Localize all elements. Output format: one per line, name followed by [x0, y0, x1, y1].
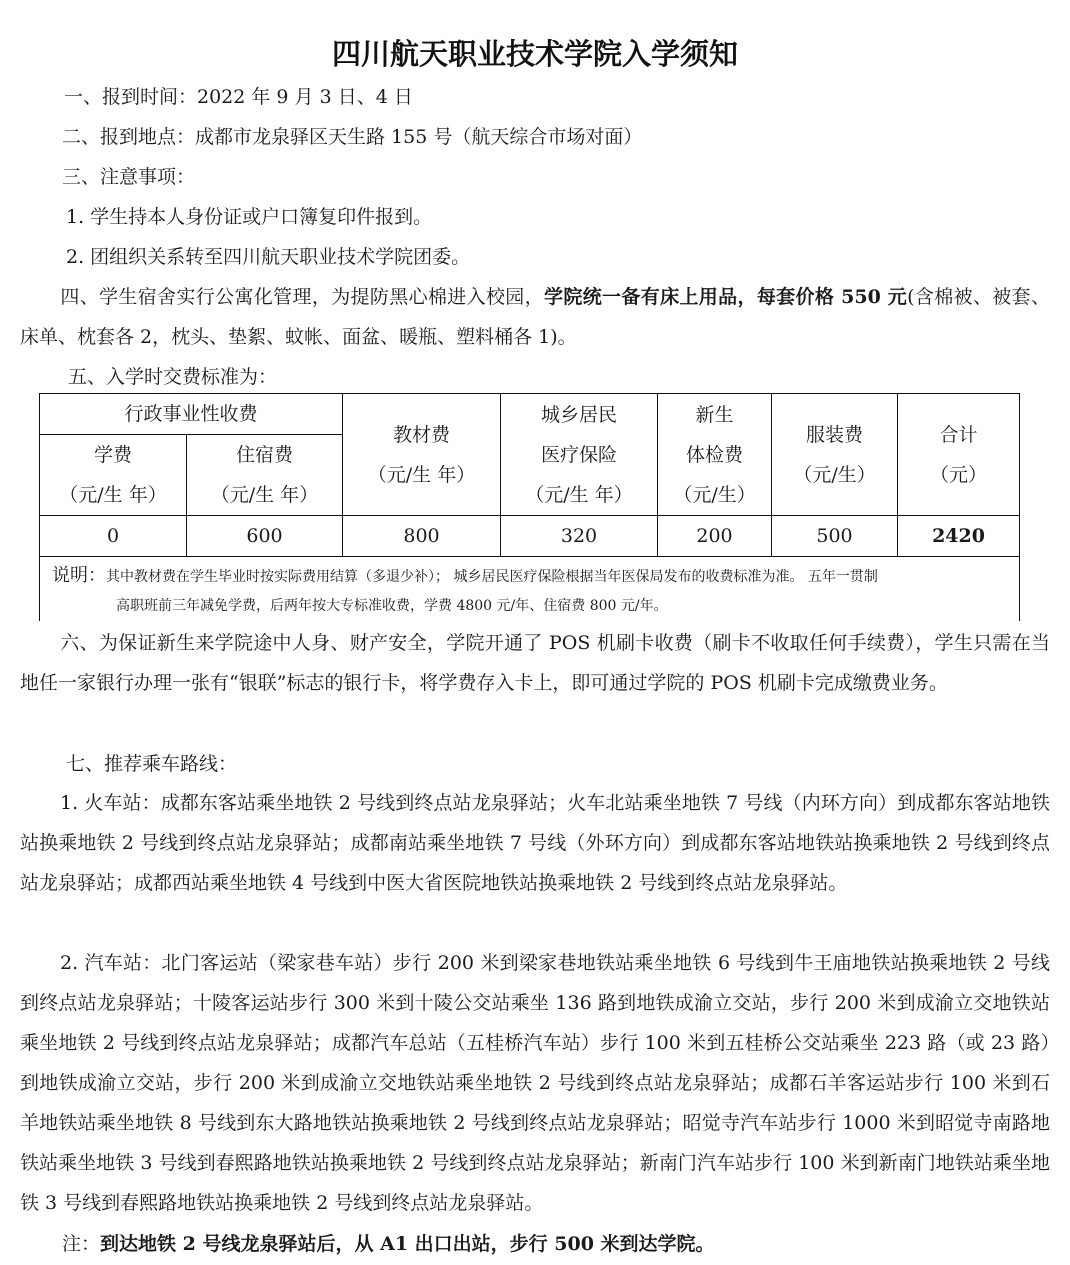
value-total: 2420: [898, 516, 1020, 557]
notes-item: 2. 团组织关系转至四川航天职业技术学院团委。: [66, 246, 471, 268]
arrival-note-text: 到达地铁 2 号线龙泉驿站后，从 A1 出口出站，步行 500 米到达学院。: [100, 1233, 715, 1255]
pos-payment-text: 六、为保证新生来学院途中人身、财产安全，学院开通了 POS 机刷卡收费（刷卡不收取任何手续费），学生只需在当地任一家银行办理一张有“银联”标志的银行卡，将学费存入卡上，即可通过学院的 POS 机刷卡完成缴费业务。: [20, 632, 1050, 694]
route-train-text: 1. 火车站：成都东客站乘坐地铁 2 号线到终点站龙泉驿站；火车北站乘坐地铁 7 号线（内环方向）到成都东客站地铁站换乘地铁 2 号线到终点站龙泉驿站；成都南站乘坐地铁 7 号线（外环方向）到成都东客站地铁站换乘地铁 2 号线到终点站龙泉驿站；成都西站乘坐地铁 4 号线到中医大省医院地铁站换乘地铁 2 号线到终点站龙泉驿站。: [20, 792, 1050, 894]
arrival-note-label: 注：: [62, 1233, 101, 1255]
value-tuition: 0: [40, 516, 187, 557]
column-header-accommodation: 住宿费 （元/生 年）: [187, 435, 343, 516]
note-label: 说明：: [52, 565, 106, 586]
route-bus: [20, 943, 1050, 1223]
value-textbook: 800: [343, 516, 501, 557]
group-header-admin-fees: 行政事业性收费: [40, 394, 343, 435]
dormitory-text: 四、学生宿舍实行公寓化管理，为提防黑心棉进入校园，: [60, 286, 545, 308]
dormitory-bold-text: 学院统一备有床上用品，每套价格 550 元: [544, 286, 908, 308]
fee-table: [39, 393, 1020, 621]
column-header-total: 合计 （元）: [898, 394, 1020, 516]
section-routes-heading: 七、推荐乘车路线：: [66, 753, 238, 775]
value-health-check: 200: [658, 516, 772, 557]
value-uniform: 500: [772, 516, 898, 557]
section-fees-heading: 五、入学时交费标准为：: [68, 366, 278, 388]
route-train: [20, 783, 1050, 903]
section-notes-heading: 三、注意事项：: [62, 166, 196, 188]
table-note: [40, 557, 1020, 622]
section-registration-time: 一、报到时间：2022 年 9 月 3 日、4 日: [64, 86, 413, 108]
route-bus-text: 2. 汽车站：北门客运站（梁家巷车站）步行 200 米到梁家巷地铁站乘坐地铁 6 号线到牛王庙地铁站换乘地铁 2 号线到终点站龙泉驿站；十陵客运站步行 300 米到十陵公交站乘坐 136 路到地铁成渝立交站，步行 200 米到成渝立交地铁站乘坐地铁 2 号线到终点站龙泉驿站；成都汽车总站（五桂桥汽车站）步行 100 米到五桂桥公交站乘坐 223 路（或 23 路）到地铁成渝立交站，步行 200 米到成渝立交地铁站乘坐地铁 2 号线到终点站龙泉驿站；成都石羊客运站步行 100 米到石羊地铁站乘坐地铁 8 号线到东大路地铁站换乘地铁 2 号线到终点站龙泉驿站；昭觉寺汽车站步行 1000 米到昭觉寺南路地铁站乘坐地铁 3 号线到春熙路地铁站换乘地铁 2 号线到终点站龙泉驿站；新南门汽车站步行 100 米到新南门地铁站乘坐地铁 3 号线到春熙路地铁站换乘地铁 2 号线到终点站龙泉驿站。: [20, 952, 1050, 1214]
table-row-values: [40, 516, 1020, 557]
value-medical-insurance: 320: [501, 516, 658, 557]
document-title: 四川航天职业技术学院入学须知: [331, 37, 738, 71]
arrival-note: [62, 1232, 715, 1256]
section-registration-location: 二、报到地点：成都市龙泉驿区天生路 155 号（航天综合市场对面）: [62, 126, 643, 148]
value-accommodation: 600: [187, 516, 343, 557]
section-dormitory: [20, 277, 1050, 357]
note-line-2: 高职班前三年减免学费，后两年按大专标准收费，学费 4800 元/年、住宿费 800 元/年。: [116, 598, 668, 614]
section-pos-payment: [20, 623, 1050, 703]
column-header-uniform: 服装费 （元/生）: [772, 394, 898, 516]
note-line-1: 其中教材费在学生毕业时按实际费用结算（多退少补）； 城乡居民医疗保险根据当年医保局发布的收费标准为准。 五年一贯制: [106, 569, 878, 585]
notes-item: 1. 学生持本人身份证或户口簿复印件报到。: [66, 206, 433, 228]
column-header-tuition: 学费 （元/生 年）: [40, 435, 187, 516]
column-header-health-check: 新生 体检费 （元/生）: [658, 394, 772, 516]
column-header-medical-insurance: 城乡居民 医疗保险 （元/生 年）: [501, 394, 658, 516]
dormitory-suffix: (含棉被、被套、床单、枕套各 2，枕头、垫絮、蚊帐、面盆、暖瓶、塑料桶各 1)。: [20, 286, 1050, 348]
column-header-textbook: 教材费 （元/生 年）: [343, 394, 501, 516]
